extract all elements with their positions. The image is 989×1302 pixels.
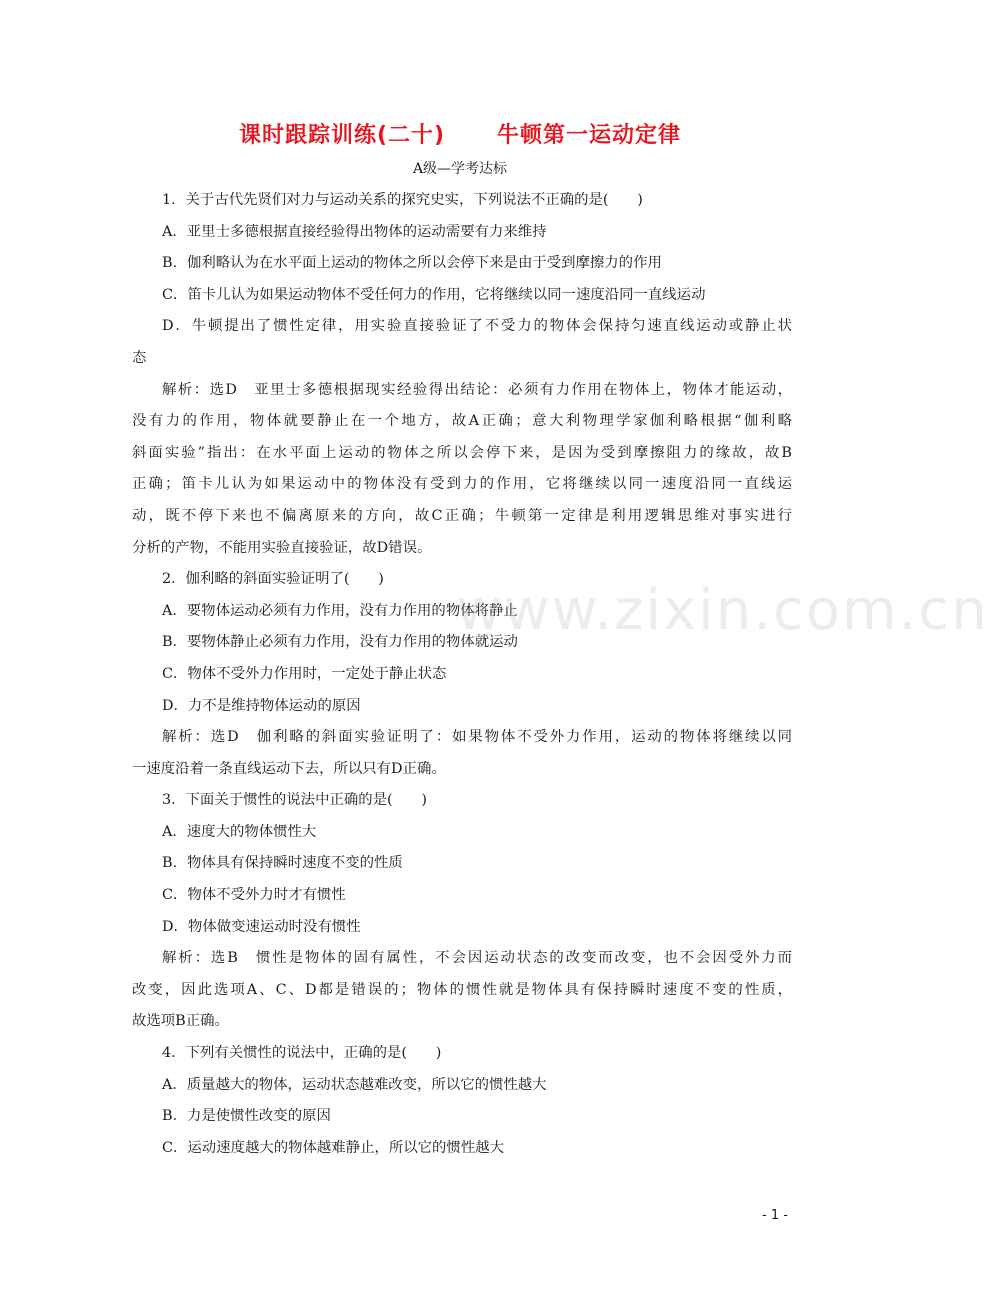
question-3-analysis: 解析：选B 惯性是物体的固有属性，不会因运动状态的改变而改变，也不会因受外力而 bbox=[162, 950, 792, 967]
question-3-stem: 3．下面关于惯性的说法中正确的是( ) bbox=[162, 792, 428, 809]
section-level-heading: A级—学考达标 bbox=[412, 161, 508, 177]
question-2-stem: 2．伽利略的斜面实验证明了( ) bbox=[162, 571, 384, 588]
question-2-option-b: B．要物体静止必须有力作用，没有力作用的物体就运动 bbox=[162, 634, 518, 651]
question-1-analysis-cont: 没有力的作用，物体就要静止在一个地方，故A正确；意大利物理学家伽利略根据“伽利略 bbox=[132, 413, 792, 430]
page-number: - 1 - bbox=[762, 1208, 788, 1223]
question-3-option-a: A．速度大的物体惯性大 bbox=[162, 823, 317, 840]
question-2-option-c: C．物体不受外力作用时，一定处于静止状态 bbox=[162, 665, 447, 682]
question-2-analysis-cont: 一速度沿着一条直线运动下去，所以只有D正确。 bbox=[132, 760, 446, 777]
question-1-stem: 1．关于古代先贤们对力与运动关系的探究史实，下列说法不正确的是( ) bbox=[162, 192, 643, 208]
question-3-analysis-cont: 改变，因此选项A、C、D都是错误的；物体的惯性就是物体具有保持瞬时速度不变的性质， bbox=[132, 981, 792, 998]
question-2-analysis: 解析：选D 伽利略的斜面实验证明了：如果物体不受外力作用，运动的物体将继续以同 bbox=[162, 729, 792, 746]
question-4-stem: 4．下列有关惯性的说法中，正确的是( ) bbox=[162, 1045, 442, 1062]
question-1-analysis: 解析：选D 亚里士多德根据现实经验得出结论：必须有力作用在物体上，物体才能运动， bbox=[162, 381, 792, 398]
question-1-option-c: C．笛卡儿认为如果运动物体不受任何力的作用，它将继续以同一速度沿同一直线运动 bbox=[162, 286, 706, 303]
question-1-option-b: B．伽利略认为在水平面上运动的物体之所以会停下来是由于受到摩擦力的作用 bbox=[162, 255, 662, 272]
question-4-option-b: B．力是使惯性改变的原因 bbox=[162, 1108, 331, 1125]
question-1-option-d: D．牛顿提出了惯性定律，用实验直接验证了不受力的物体会保持匀速直线运动或静止状 bbox=[162, 318, 792, 335]
question-3-option-b: B．物体具有保持瞬时速度不变的性质 bbox=[162, 855, 403, 872]
question-3-option-d: D．物体做变速运动时没有惯性 bbox=[162, 918, 361, 935]
question-1-option-d-cont: 态 bbox=[132, 349, 147, 366]
question-1-analysis-cont: 正确；笛卡儿认为如果运动中的物体没有受到力的作用，它将继续以同一速度沿同一直线运 bbox=[132, 476, 792, 493]
question-4-option-c: C．运动速度越大的物体越难静止，所以它的惯性越大 bbox=[162, 1139, 504, 1156]
question-3-option-c: C．物体不受外力时才有惯性 bbox=[162, 887, 346, 904]
document-body bbox=[132, 185, 792, 1164]
question-1-analysis-cont: 斜面实验”指出：在水平面上运动的物体之所以会停下来，是因为受到摩擦阻力的缘故，故B bbox=[132, 444, 792, 461]
question-1-option-a: A．亚里士多德根据直接经验得出物体的运动需要有力来维持 bbox=[162, 223, 547, 240]
page-title: 课时跟踪训练(二十) 牛顿第一运动定律 bbox=[238, 123, 682, 148]
question-2-option-d: D．力不是维持物体运动的原因 bbox=[162, 697, 361, 714]
question-4-option-a: A．质量越大的物体，运动状态越难改变，所以它的惯性越大 bbox=[162, 1076, 547, 1093]
question-1-analysis-cont: 动，既不停下来也不偏离原来的方向，故C正确；牛顿第一定律是利用逻辑思维对事实进行 bbox=[132, 507, 792, 524]
watermark: www.zixin.com.cn bbox=[456, 578, 989, 643]
question-3-analysis-cont: 故选项B正确。 bbox=[132, 1013, 229, 1030]
question-2-option-a: A．要物体运动必须有力作用，没有力作用的物体将静止 bbox=[162, 602, 518, 619]
question-1-analysis-cont: 分析的产物，不能用实验直接验证，故D错误。 bbox=[132, 539, 432, 556]
